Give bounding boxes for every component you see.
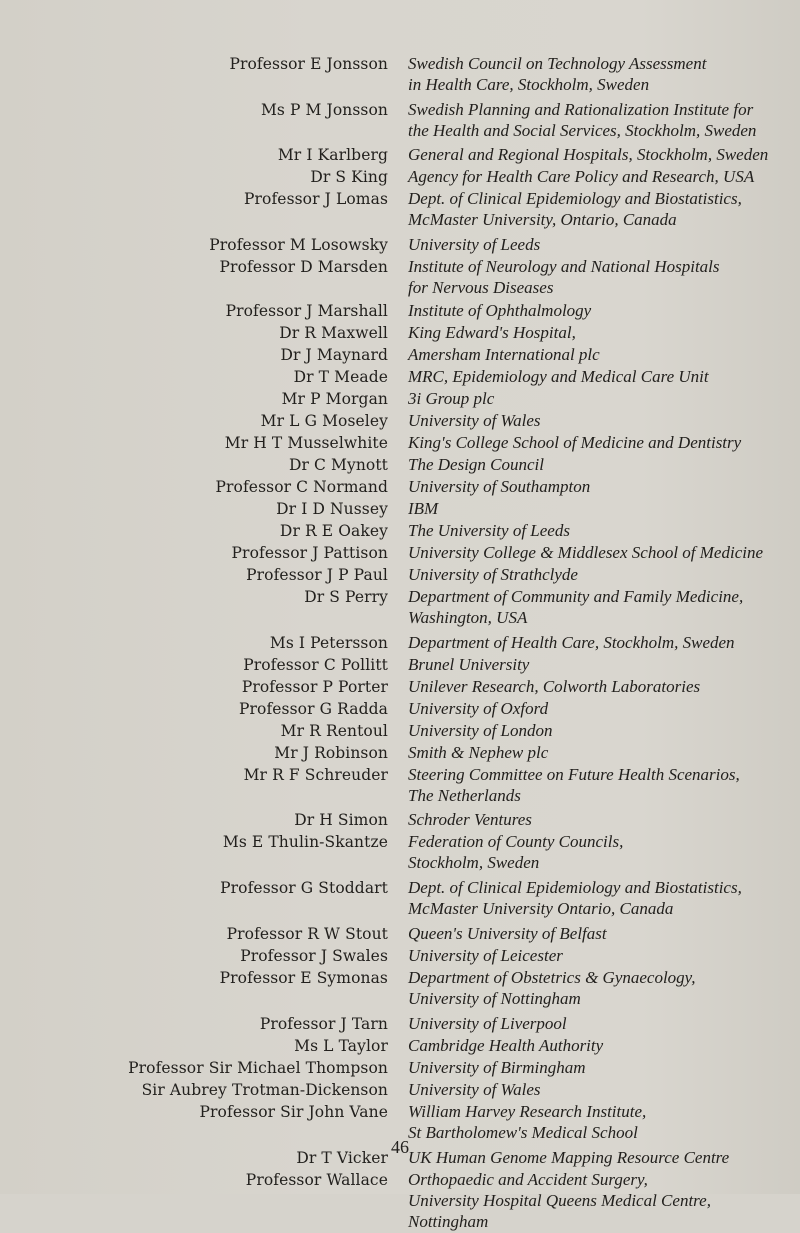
participant-name: Professor C Normand [215,478,388,496]
affiliation-line: The Design Council [408,455,544,474]
participant-affiliation [408,632,793,653]
affiliation-line: University Hospital Queens Medical Centre, [408,1191,711,1211]
participant-name: Professor J Marshall [225,302,388,320]
participant-affiliation [408,564,793,585]
affiliation-line: Department of Community and Family Medicine, [408,587,744,606]
participant-affiliation [408,698,793,719]
participant-name: Professor J Swales [240,947,388,965]
affiliation-line: Stockholm, Sweden [408,853,540,873]
affiliation-line: The University of Leeds [408,521,570,540]
participant-name: Professor G Radda [238,700,388,718]
affiliation-line: University of Wales [408,411,541,430]
participant-name: Professor D Marsden [219,258,388,276]
participant-name: Professor J P Paul [246,566,388,584]
affiliation-line: Dept. of Clinical Epidemiology and Biostatistics, [408,878,742,897]
participant-name: Mr R Rentoul [280,722,388,740]
affiliation-line: Dept. of Clinical Epidemiology and Biostatistics, [408,189,742,208]
participant-affiliation [408,967,793,1009]
participant-name: Mr H T Musselwhite [224,434,388,452]
affiliation-line: University of Nottingham [408,989,581,1009]
affiliation-line: Agency for Health Care Policy and Research, USA [408,167,755,186]
participant-affiliation [408,542,793,563]
participant-affiliation [408,877,793,919]
participant-affiliation [408,366,793,387]
affiliation-line: 3i Group plc [408,389,495,408]
participant-name: Dr C Mynott [288,456,388,474]
affiliation-line: University of Leicester [408,946,563,965]
affiliation-line: University of Birmingham [408,1058,586,1077]
affiliation-line: William Harvey Research Institute, [408,1102,647,1121]
participant-affiliation [408,344,793,365]
participant-name: Professor C Pollitt [243,656,388,674]
participant-name: Dr S King [310,168,388,186]
affiliation-line: Cambridge Health Authority [408,1036,604,1055]
participant-affiliation [408,742,793,763]
affiliation-line: University of Oxford [408,699,549,718]
participant-affiliation [408,720,793,741]
affiliation-line: King's College School of Medicine and Dentistry [408,433,742,452]
participant-affiliation [408,166,793,187]
participant-affiliation [408,53,793,95]
participant-affiliation [408,1035,793,1056]
participant-affiliation [408,676,793,697]
participant-name: Mr I Karlberg [277,146,388,164]
participant-name: Mr J Robinson [274,744,388,762]
participant-affiliation [408,1013,793,1034]
participant-affiliation [408,476,793,497]
participant-affiliation [408,923,793,944]
affiliation-line: Nottingham [408,1212,489,1232]
affiliation-line: University of Liverpool [408,1014,567,1033]
participant-affiliation [408,256,793,298]
participant-name: Professor J Lomas [243,190,388,208]
participant-affiliation [408,300,793,321]
participant-affiliation [408,586,793,628]
participant-affiliation [408,322,793,343]
participant-name: Dr R E Oakey [279,522,388,540]
affiliation-line: for Nervous Diseases [408,278,554,298]
participant-name: Ms L Taylor [294,1037,388,1055]
participant-name: Dr J Maynard [280,346,388,364]
participant-name: Dr R Maxwell [279,324,388,342]
participant-name: Professor Sir John Vane [199,1103,388,1121]
affiliation-line: University of Leeds [408,235,541,254]
affiliation-line: Institute of Neurology and National Hospitals [408,257,720,276]
participant-affiliation [408,410,793,431]
participant-affiliation [408,388,793,409]
participant-name: Dr I D Nussey [276,500,388,518]
affiliation-line: the Health and Social Services, Stockholm, Sweden [408,121,757,141]
affiliation-line: IBM [408,499,439,518]
participant-affiliation [408,498,793,519]
affiliation-line: Orthopaedic and Accident Surgery, [408,1170,648,1189]
affiliation-line: Amersham International plc [408,345,600,364]
affiliation-line: MRC, Epidemiology and Medical Care Unit [408,367,709,386]
affiliation-line: Washington, USA [408,608,528,628]
participant-name: Professor J Pattison [231,544,388,562]
page-number: 46 [391,1137,409,1157]
participant-name: Mr P Morgan [281,390,388,408]
participant-affiliation [408,764,793,806]
participant-name: Professor G Stoddart [220,879,388,897]
participant-affiliation [408,654,793,675]
affiliation-line: Smith & Nephew plc [408,743,549,762]
participant-affiliation [408,144,793,165]
affiliation-line: St Bartholomew's Medical School [408,1123,638,1143]
affiliation-line: Brunel University [408,655,530,674]
affiliation-line: Department of Health Care, Stockholm, Sweden [408,633,735,652]
affiliation-line: McMaster University Ontario, Canada [408,899,674,919]
participant-affiliation [408,831,793,873]
participant-name: Ms E Thulin-Skantze [222,833,388,851]
affiliation-line: UK Human Genome Mapping Resource Centre [408,1148,730,1167]
affiliation-line: Department of Obstetrics & Gynaecology, [408,968,696,987]
affiliation-line: The Netherlands [408,786,521,806]
affiliation-line: Federation of County Councils, [408,832,624,851]
participant-name: Dr T Vicker [296,1149,388,1167]
affiliation-line: McMaster University, Ontario, Canada [408,210,677,230]
participant-affiliation [408,234,793,255]
participant-affiliation [408,99,793,141]
participant-name: Dr S Perry [304,588,388,606]
participant-name: Professor Sir Michael Thompson [128,1059,388,1077]
participant-name: Professor J Tarn [259,1015,388,1033]
participant-affiliation [408,1169,793,1233]
participant-name: Mr L G Moseley [260,412,388,430]
participant-affiliation [408,520,793,541]
affiliation-line: Swedish Council on Technology Assessment [408,54,707,73]
participant-affiliation [408,1057,793,1078]
affiliation-line: Unilever Research, Colworth Laboratories [408,677,701,696]
participant-affiliation [408,945,793,966]
affiliation-line: University of London [408,721,553,740]
affiliation-line: in Health Care, Stockholm, Sweden [408,75,650,95]
participant-affiliation [408,454,793,475]
participant-name: Sir Aubrey Trotman-Dickenson [141,1081,388,1099]
participant-name: Professor P Porter [241,678,388,696]
participant-name: Dr H Simon [294,811,388,829]
affiliation-line: Queen's University of Belfast [408,924,607,943]
participant-name: Mr R F Schreuder [243,766,388,784]
affiliation-line: Steering Committee on Future Health Scenarios, [408,765,740,784]
affiliation-line: University of Southampton [408,477,591,496]
participant-affiliation [408,188,793,230]
participant-affiliation [408,1079,793,1100]
participant-affiliation [408,432,793,453]
affiliation-line: University College & Middlesex School of Medicine [408,543,764,562]
participant-name: Ms I Petersson [269,634,388,652]
affiliation-line: General and Regional Hospitals, Stockholm, Sweden [408,145,769,164]
affiliation-line: King Edward's Hospital, [408,323,576,342]
participant-name: Professor E Jonsson [229,55,388,73]
participant-name: Professor E Symonas [219,969,388,987]
participant-name: Professor Wallace [245,1171,388,1189]
participant-name: Professor M Losowsky [209,236,388,254]
affiliation-line: Swedish Planning and Rationalization Institute for [408,100,754,119]
participant-name: Ms P M Jonsson [260,101,388,119]
affiliation-line: University of Wales [408,1080,541,1099]
participant-name: Professor R W Stout [226,925,388,943]
affiliation-line: Schroder Ventures [408,810,532,829]
affiliation-line: University of Strathclyde [408,565,578,584]
participant-affiliation [408,809,793,830]
participant-name: Dr T Meade [293,368,388,386]
affiliation-line: Institute of Ophthalmology [408,301,592,320]
